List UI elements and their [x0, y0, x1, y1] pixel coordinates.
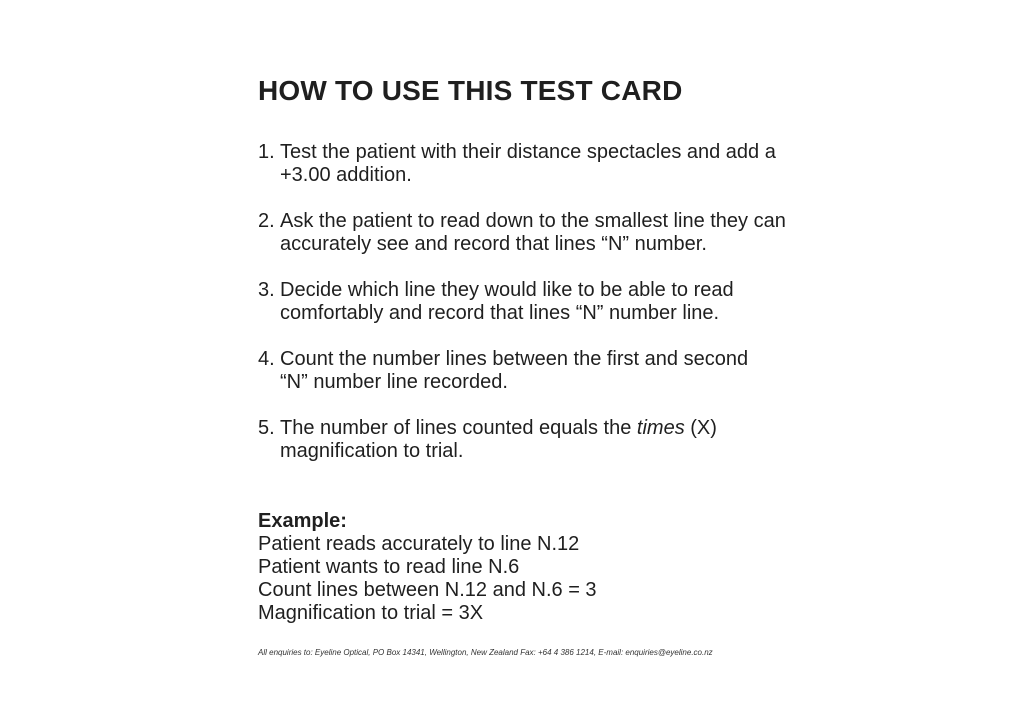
step-text-emphasis: times [636, 417, 685, 439]
instruction-step-1 [258, 141, 858, 187]
step-number: 4. [258, 348, 275, 370]
example-heading: Example: [258, 510, 347, 532]
instruction-list [258, 141, 858, 486]
step-text-before: The number of lines counted equals the [280, 417, 632, 439]
step-number: 3. [258, 279, 275, 301]
step-text-line-2: +3.00 addition. [280, 164, 412, 186]
example-block [258, 510, 858, 625]
example-line: Patient reads accurately to line N.12 [258, 533, 580, 555]
step-number: 5. [258, 417, 275, 439]
example-line: Magnification to trial = 3X [258, 602, 484, 624]
example-line: Patient wants to read line N.6 [258, 556, 520, 578]
step-text-line-2: “N” number line recorded. [280, 371, 508, 393]
step-text-line-2: comfortably and record that lines “N” number line. [280, 302, 720, 324]
instruction-step-4 [258, 348, 858, 394]
step-text-line-1: Count the number lines between the first and second [280, 348, 749, 370]
step-text-after: (X) [690, 417, 717, 439]
contact-footer: All enquiries to: Eyeline Optical, PO Box 14341, Wellington, New Zealand Fax: +64 4 386 1214, E-mail: enquiries@eyeline.co.nz [258, 648, 713, 657]
instruction-step-2 [258, 210, 858, 256]
step-text-line-2: magnification to trial. [280, 440, 464, 462]
page-title: HOW TO USE THIS TEST CARD [258, 75, 683, 106]
instruction-step-5 [258, 417, 858, 463]
step-text-line-1: Test the patient with their distance spectacles and add a [280, 141, 776, 163]
step-number: 1. [258, 141, 275, 163]
step-text-line-2: accurately see and record that lines “N” number. [280, 233, 707, 255]
step-text-line-1: Decide which line they would like to be able to read [280, 279, 734, 301]
instruction-step-3 [258, 279, 858, 325]
example-line: Count lines between N.12 and N.6 = 3 [258, 579, 597, 601]
test-card [258, 0, 878, 724]
step-number: 2. [258, 210, 275, 232]
step-text-line-1 [280, 417, 858, 440]
step-text-line-1: Ask the patient to read down to the smallest line they can [280, 210, 786, 232]
